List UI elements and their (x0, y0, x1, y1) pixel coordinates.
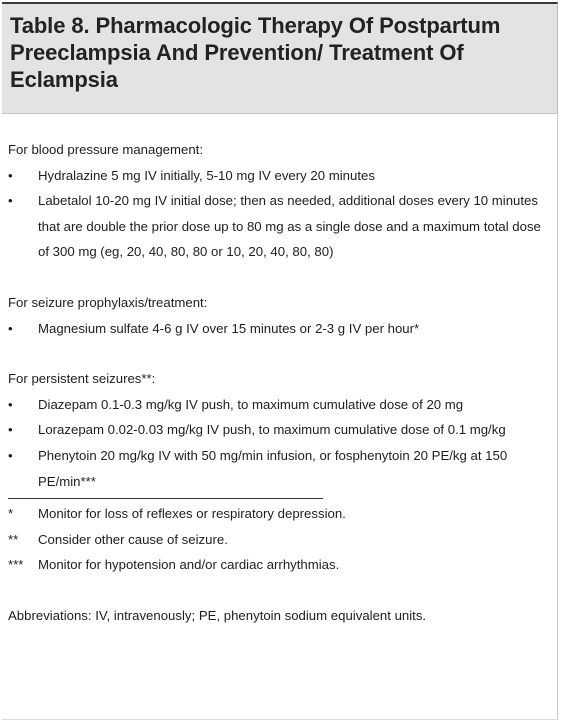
bullet-icon: • (8, 422, 13, 438)
footnotes-list (8, 501, 553, 578)
seizure-prophylaxis-list (8, 316, 553, 342)
list-item (8, 443, 553, 494)
spacer (8, 265, 553, 290)
section-heading-persistent-seizures: For persistent seizures**: (8, 371, 156, 387)
table-title: Table 8. Pharmacologic Therapy Of Postpartum Preeclampsia And Prevention/ Treatment Of Eclampsia (10, 13, 501, 92)
footnote (8, 527, 553, 553)
spacer (8, 341, 553, 366)
footnote (8, 552, 553, 578)
bullet-icon: • (8, 447, 13, 463)
list-item (8, 188, 553, 265)
footnote-text: Monitor for loss of reflexes or respiratory depression. (38, 506, 346, 522)
spacer (8, 578, 553, 603)
bullet-icon: • (8, 396, 13, 412)
section-heading-seizure-prophylaxis: For seizure prophylaxis/treatment: (8, 294, 208, 310)
persistent-seizures-list (8, 392, 553, 494)
footnote-text: Monitor for hypotension and/or cardiac arrhythmias. (38, 557, 340, 573)
footnote-mark: *** (8, 557, 24, 573)
footnote-mark: ** (8, 531, 19, 547)
list-item-text: Phenytoin 20 mg/kg IV with 50 mg/min infusion, or fosphenytoin 20 PE/kg at 150 PE/min*** (38, 447, 508, 489)
table-content (8, 137, 553, 629)
footnote (8, 501, 553, 527)
list-item-text: Lorazepam 0.02-0.03 mg/kg IV push, to maximum cumulative dose of 0.1 mg/kg (38, 422, 506, 438)
list-item (8, 163, 553, 189)
list-item (8, 392, 553, 418)
abbreviations-note: Abbreviations: IV, intravenously; PE, phenytoin sodium equivalent units. (8, 607, 427, 623)
list-item (8, 417, 553, 443)
list-item-text: Magnesium sulfate 4-6 g IV over 15 minutes or 2-3 g IV per hour* (38, 320, 420, 336)
footnote-divider (8, 498, 323, 499)
blood-pressure-list (8, 163, 553, 265)
footnote-mark: * (8, 506, 14, 522)
bullet-icon: • (8, 193, 13, 209)
bullet-icon: • (8, 320, 13, 336)
section-heading-blood-pressure: For blood pressure management: (8, 142, 203, 157)
list-item-text: Labetalol 10-20 mg IV initial dose; then as needed, additional doses every 10 minutes that are double the prior dose up to 80 mg as a single dose and a maximum total dose of 300 mg (eg, 20, 40, 80, 80 or 10, 20, 40, 80, 80) (38, 193, 541, 260)
bullet-icon: • (8, 167, 13, 183)
table-title-box (2, 2, 558, 114)
list-item (8, 316, 553, 342)
list-item-text: Diazepam 0.1-0.3 mg/kg IV push, to maximum cumulative dose of 20 mg (38, 396, 464, 412)
footnote-text: Consider other cause of seizure. (38, 531, 228, 547)
list-item-text: Hydralazine 5 mg IV initially, 5-10 mg IV every 20 minutes (38, 167, 375, 183)
